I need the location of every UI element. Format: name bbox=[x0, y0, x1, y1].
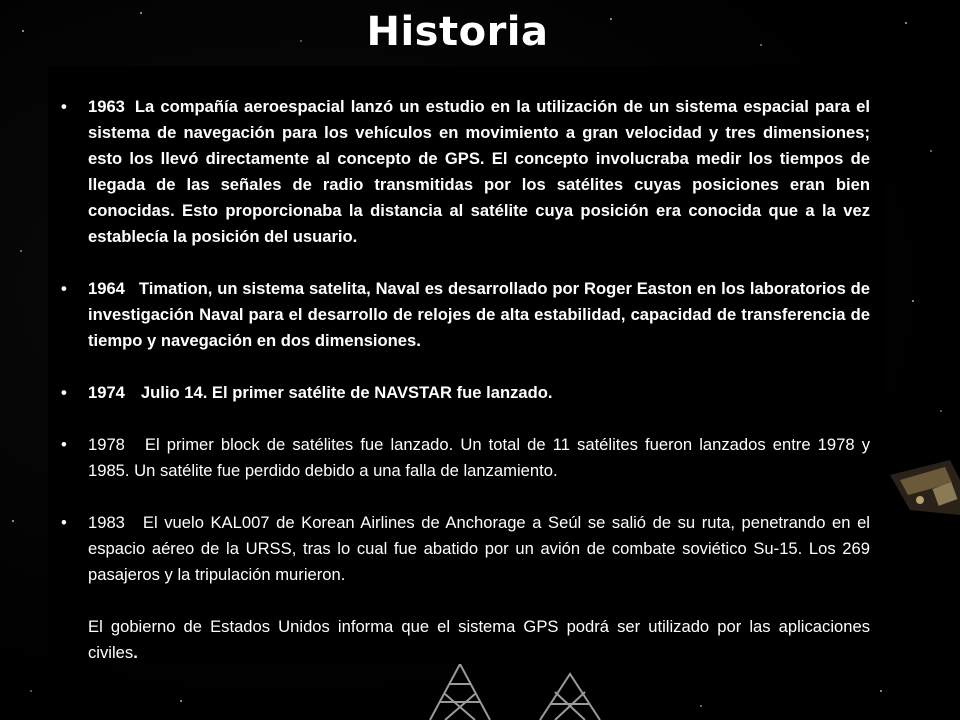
closing-note bbox=[88, 614, 870, 666]
entry-text: Timation, un sistema satelita, Naval es desarrollado por Roger Easton en los laboratorios de investigación Naval para el desarrollo de relojes de alta estabilidad, capacidad de transferencia de tiempo y navegación en dos dimensiones. bbox=[88, 279, 870, 350]
entry-year: 1974 bbox=[88, 383, 125, 402]
entry-year: 1964 bbox=[88, 279, 125, 298]
history-entry-1963 bbox=[61, 94, 870, 250]
entry-year: 1978 bbox=[88, 435, 125, 454]
page-title: Historia bbox=[366, 9, 549, 55]
bullet-icon: • bbox=[61, 435, 67, 454]
entry-text: La compañía aeroespacial lanzó un estudio en la utilización de un sistema espacial para el sistema de navegación para los vehículos en movimiento a gran velocidad y tres dimensiones; esto los llevó directamente al concepto de GPS. El concepto involucraba medir los tiempos de llegada de las señales de radio transmitidas por los satélites cuyas posiciones eran bien conocidas. Esto proporcionaba la distancia al satélite cuya posición era conocida que a la vez establecía la posición del usuario. bbox=[88, 97, 870, 246]
bullet-icon: • bbox=[61, 513, 67, 532]
history-text-panel bbox=[48, 66, 884, 666]
bullet-icon: • bbox=[61, 383, 67, 402]
closing-note-period: . bbox=[133, 643, 138, 662]
history-entry-1974 bbox=[61, 380, 870, 406]
closing-note-text: El gobierno de Estados Unidos informa que el sistema GPS podrá ser utilizado por las aplicaciones civiles bbox=[88, 617, 870, 662]
history-entry-1964 bbox=[61, 276, 870, 354]
history-entry-1983 bbox=[61, 510, 870, 588]
entry-text: Julio 14. El primer satélite de NAVSTAR fue lanzado. bbox=[140, 383, 553, 402]
bullet-icon: • bbox=[61, 97, 67, 116]
entry-year: 1983 bbox=[88, 513, 125, 532]
entry-text: El vuelo KAL007 de Korean Airlines de Anchorage a Seúl se salió de su ruta, penetrando en el espacio aéreo de la URSS, tras lo cual fue abatido por un avión de combate soviético Su-15. Los 269 pasajeros y la tripulación murieron. bbox=[88, 513, 870, 584]
bullet-icon: • bbox=[61, 279, 67, 298]
satellite-truss-image bbox=[400, 664, 620, 720]
satellite-fragment-image bbox=[880, 455, 960, 525]
history-entry-1978 bbox=[61, 432, 870, 484]
entry-text: El primer block de satélites fue lanzado. Un total de 11 satélites fueron lanzados entre 1978 y 1985. Un satélite fue perdido debido a una falla de lanzamiento. bbox=[88, 435, 870, 480]
entry-year: 1963 bbox=[88, 97, 125, 116]
